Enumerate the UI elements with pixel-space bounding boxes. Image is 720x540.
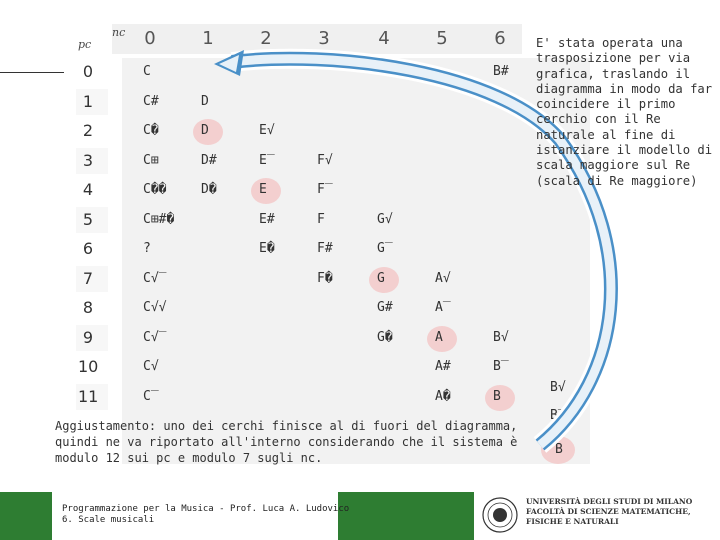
- note-cell: C√‾: [143, 329, 167, 345]
- note-cell: G�: [377, 329, 393, 345]
- university-line-3: FISICHE E NATURALI: [526, 517, 619, 526]
- note-cell: A√: [435, 270, 451, 286]
- note-cell: D�: [201, 182, 217, 197]
- note-cell: B�: [493, 93, 509, 109]
- note-cell: A#: [435, 359, 451, 374]
- note-cell: C‾: [143, 388, 159, 404]
- pc-axis-label: pc: [78, 38, 92, 51]
- row-label-2: 2: [82, 121, 94, 140]
- row-label-9: 9: [82, 327, 94, 347]
- header-cell-0: 0: [144, 28, 156, 49]
- outside-cell-b: B: [555, 442, 563, 457]
- note-cell: F√: [317, 152, 333, 168]
- row-label-7: 7: [82, 268, 94, 288]
- row-label-5: 5: [82, 209, 94, 229]
- note-cell: C: [143, 64, 151, 79]
- note-cell: A‾: [435, 300, 451, 315]
- note-cell: G‾: [377, 241, 393, 256]
- note-cell: G: [377, 270, 385, 286]
- nc-axis-label: nc: [112, 26, 126, 39]
- note-cell: F#: [317, 241, 333, 256]
- university-seal-icon: [482, 497, 518, 533]
- outside-cell-b-sharp-row: B√: [550, 380, 566, 395]
- note-cell: ?: [143, 241, 151, 256]
- note-cell: G√: [377, 211, 393, 227]
- header-cell-5: 5: [436, 28, 448, 49]
- note-cell: F‾: [317, 182, 333, 197]
- note-cell: B‾: [493, 359, 509, 374]
- university-line-1: UNIVERSITÀ DEGLI STUDI DI MILANO: [526, 497, 693, 506]
- note-cell: D: [201, 93, 209, 109]
- header-cell-1: 1: [202, 28, 214, 49]
- adjustment-note: Aggiustamento: uno dei cerchi finisce al di fuori del diagramma, quindi ne va riportato all'interno considerando che il sistema è modulo 12 sui pc e modulo 7 sugli nc.: [55, 419, 518, 465]
- note-cell: B√: [493, 329, 509, 345]
- note-cell: F�: [317, 270, 333, 286]
- note-cell: E√: [259, 123, 275, 138]
- note-cell: C⊞#�: [143, 211, 175, 227]
- note-cell: G#: [377, 300, 393, 315]
- note-cell: E�: [259, 241, 275, 256]
- note-cell: C√: [143, 359, 159, 374]
- row-label-10: 10: [78, 357, 99, 376]
- row-label-6: 6: [82, 239, 94, 258]
- note-cell: E#: [259, 211, 275, 227]
- note-cell: C√‾: [143, 270, 167, 286]
- row-label-0: 0: [82, 62, 94, 81]
- row-label-11: 11: [78, 386, 99, 406]
- note-cell: C⊞: [143, 152, 159, 168]
- header-cell-3: 3: [318, 28, 330, 49]
- note-cell: B: [493, 388, 501, 404]
- note-cell: B#: [493, 64, 509, 79]
- note-cell: C#: [143, 93, 159, 109]
- header-cell-6: 6: [494, 28, 506, 49]
- note-cell: D: [201, 123, 209, 138]
- note-cell: A�: [435, 388, 451, 404]
- note-cell: A: [435, 329, 443, 345]
- note-cell: F: [317, 211, 325, 227]
- note-cell: E: [259, 182, 267, 197]
- header-cell-4: 4: [378, 28, 390, 49]
- note-cell: C��: [143, 182, 167, 197]
- course-title: Programmazione per la Musica - Prof. Luca A. Ludovico: [62, 504, 350, 514]
- footer-text: [62, 504, 349, 526]
- row-label-8: 8: [82, 298, 94, 317]
- university-name: [526, 497, 692, 527]
- row-label-4: 4: [82, 180, 94, 199]
- header-cell-2: 2: [260, 28, 272, 49]
- note-cell: C√√: [143, 300, 167, 315]
- outside-cell-b-flat-row: B‾: [550, 408, 566, 423]
- note-cell: D#: [201, 152, 217, 168]
- note-cell: E‾: [259, 152, 275, 168]
- row-label-1: 1: [82, 91, 94, 111]
- lecture-title: 6. Scale musicali: [62, 515, 155, 525]
- note-cell: C�: [143, 123, 159, 138]
- university-line-2: FACOLTÀ DI SCIENZE MATEMATICHE,: [526, 507, 691, 516]
- row-label-3: 3: [82, 150, 94, 170]
- side-description: E' stata operata una trasposizione per via grafica, traslando il diagramma in modo da far coincidere il primo cerchio con il Re naturale al fine di istanziare il modello di scala maggiore sul Re (scala di Re maggiore): [536, 36, 713, 188]
